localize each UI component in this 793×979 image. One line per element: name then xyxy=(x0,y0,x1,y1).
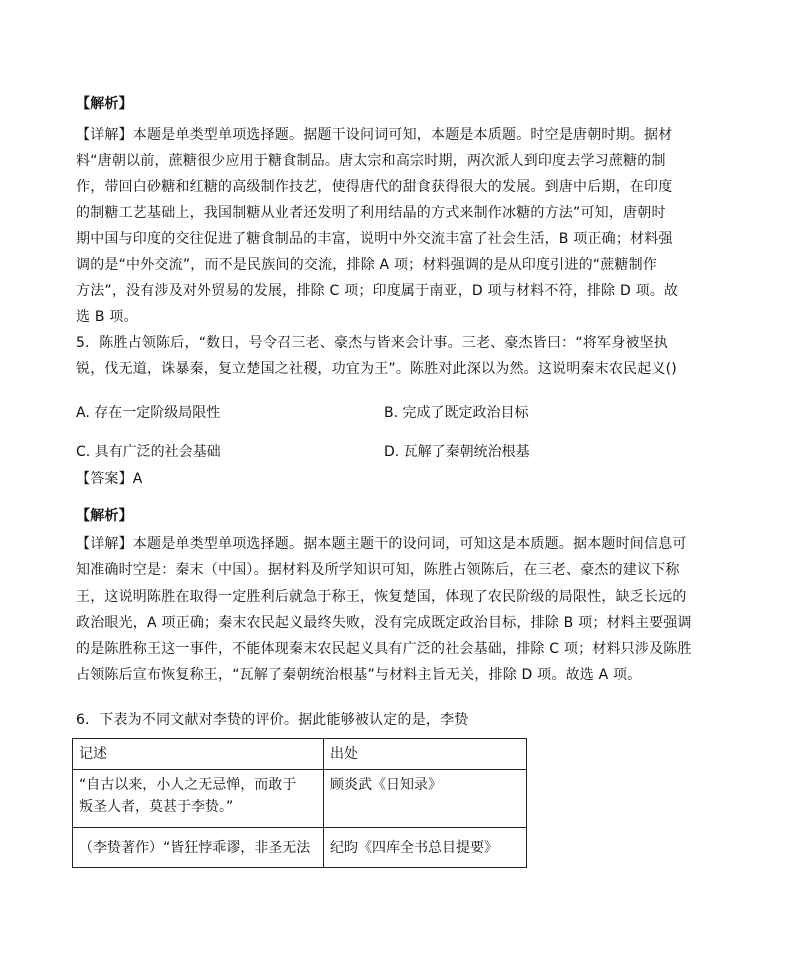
q5-stem-line: 锐，伐无道，诛暴秦，复立楚国之社稷，功宜为王”。陈胜对此深以为然。这说明秦末农民起义() xyxy=(76,361,677,377)
q5-stem-line: 5．陈胜占领陈后，“数日，号令召三老、豪杰与皆来会计事。三老、豪杰皆曰：“将军身被坚执 xyxy=(76,335,669,351)
q4-detail-line: 方法”，没有涉及对外贸易的发展，排除 C 项；印度属于南亚，D 项与材料不符，排除 D 项。故 xyxy=(76,283,679,299)
q4-analysis-label: 【解析】 xyxy=(76,96,133,112)
q4-detail-line: 的制糖工艺基础上，我国制糖从业者还发明了利用结晶的方式来制作冰糖的方法”可知，唐朝时 xyxy=(76,205,666,221)
q5-option-a: A. 存在一定阶级局限性 xyxy=(76,405,221,421)
cell-text: 顾炎武《日知录》 xyxy=(330,777,442,793)
q4-detail-line: 选 B 项。 xyxy=(76,309,138,325)
q4-detail-line: 料“唐朝以前，蔗糖很少应用于糖食制品。唐太宗和高宗时期，两次派人到印度去学习蔗糖的制 xyxy=(76,153,666,169)
q5-option-d: D. 瓦解了秦朝统治根基 xyxy=(384,444,530,460)
q5-detail-line: 知准确时空是：秦末（中国）。据材料及所学知识可知，陈胜占领陈后，在三老、豪杰的建议下称 xyxy=(76,562,680,578)
q6-table xyxy=(72,738,527,868)
q5-analysis-label: 【解析】 xyxy=(76,508,133,524)
table-cell xyxy=(324,770,527,828)
cell-text: 纪昀《四库全书总目提要》 xyxy=(330,839,498,856)
q5-detail-line: 占领陈后宣布恢复称王，“瓦解了秦朝统治根基”与材料主旨无关，排除 D 项。故选 A 项。 xyxy=(76,667,642,683)
q4-detail-line: 调的是“中外交流”，而不是民族间的交流，排除 A 项；材料强调的是从印度引进的“蔗糖制作 xyxy=(76,257,658,273)
q4-detail-line: 期中国与印度的交往促进了糖食制品的丰富，说明中外交流丰富了社会生活，B 项正确；材料强 xyxy=(76,231,673,247)
table-header-cell: 记述 xyxy=(73,739,324,770)
table-row xyxy=(73,828,527,868)
q5-detail-line: 【详解】本题是单类型单项选择题。据本题主题干的设问词，可知这是本质题。据本题时间信息可 xyxy=(76,536,687,552)
q4-detail-line: 【详解】本题是单类型单项选择题。据题干设问词可知，本题是本质题。时空是唐朝时期。据材 xyxy=(76,127,673,143)
q5-detail-line: 政治眼光，A 项正确；秦末农民起义最终失败，没有完成既定政治目标，排除 B 项；材料主要强调 xyxy=(76,615,692,631)
table-header-row xyxy=(73,739,527,770)
cell-text: “自古以来，小人之无忌惮，而敢于 叛圣人者，莫甚于李贽。” xyxy=(79,777,297,815)
table-cell xyxy=(73,770,324,828)
table-row xyxy=(73,770,527,828)
table-cell xyxy=(73,828,324,868)
q5-answer: 【答案】A xyxy=(76,471,143,487)
q5-option-b: B. 完成了既定政治目标 xyxy=(384,405,529,421)
cell-text: （李贽著作）“皆狂悖乖谬，非圣无法 xyxy=(79,839,311,856)
q6-stem: 6．下表为不同文献对李贽的评价。据此能够被认定的是，李贽 xyxy=(76,712,469,728)
q4-detail-line: 作，带回白砂糖和红糖的高级制作技艺，使得唐代的甜食获得很大的发展。到唐中后期，在印度 xyxy=(76,179,673,195)
q5-option-c: C. 具有广泛的社会基础 xyxy=(76,444,221,460)
table-header-cell: 出处 xyxy=(324,739,527,770)
q5-detail-line: 的是陈胜称王这一事件，不能体现秦末农民起义具有广泛的社会基础，排除 C 项；材料只涉及陈胜 xyxy=(76,641,692,657)
table-cell xyxy=(324,828,527,868)
q5-detail-line: 王，这说明陈胜在取得一定胜利后就急于称王，恢复楚国，体现了农民阶级的局限性，缺乏长远的 xyxy=(76,589,687,605)
